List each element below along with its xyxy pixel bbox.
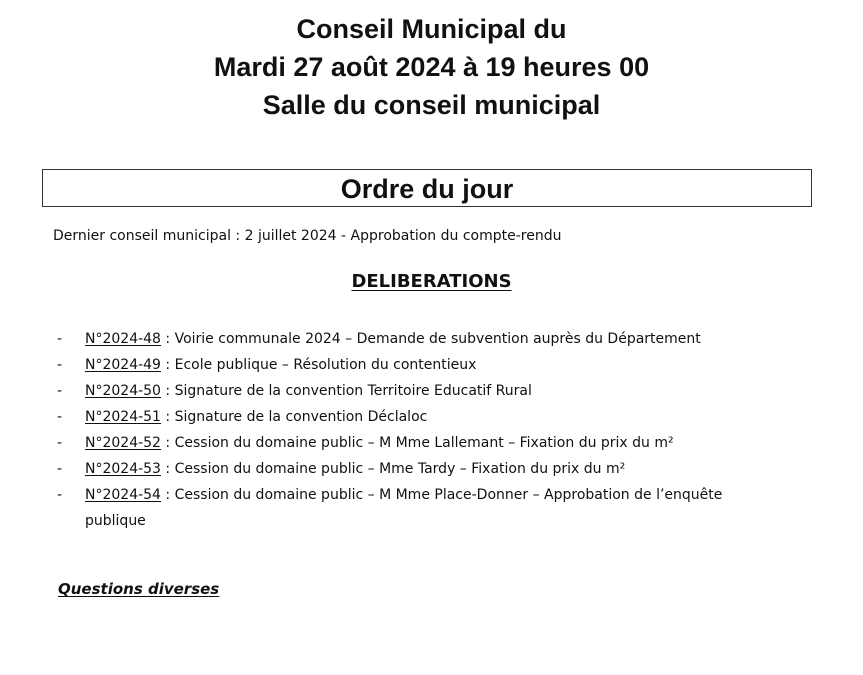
deliberation-number: N°2024-51 xyxy=(85,409,161,425)
deliberation-separator: : xyxy=(160,435,175,451)
deliberation-item xyxy=(57,404,787,430)
deliberation-text: Signature de la convention Déclaloc xyxy=(174,409,428,425)
bullet-dash: - xyxy=(57,409,63,425)
bullet-dash: - xyxy=(57,435,63,451)
agenda-title: Ordre du jour xyxy=(340,174,514,204)
document-header xyxy=(0,10,863,124)
deliberation-item xyxy=(57,456,787,482)
deliberation-number: N°2024-53 xyxy=(85,461,161,477)
deliberation-item xyxy=(57,378,787,404)
deliberation-number: N°2024-49 xyxy=(85,357,161,373)
deliberation-text: Ecole publique – Résolution du contentieux xyxy=(174,357,477,373)
deliberation-text: Cession du domaine public – M Mme Lallemant – Fixation du prix du m² xyxy=(174,435,674,451)
deliberation-number: N°2024-48 xyxy=(85,331,161,347)
last-council-note: Dernier conseil municipal : 2 juillet 2024 - Approbation du compte-rendu xyxy=(53,228,562,244)
bullet-dash: - xyxy=(57,383,63,399)
deliberation-item xyxy=(57,352,787,378)
deliberation-number: N°2024-54 xyxy=(85,487,161,503)
deliberation-number: N°2024-50 xyxy=(85,383,161,399)
deliberation-separator: : xyxy=(160,461,175,477)
agenda-title-box xyxy=(42,169,812,207)
deliberations-list xyxy=(57,326,787,534)
header-location: Salle du conseil municipal xyxy=(262,90,601,120)
deliberation-item xyxy=(57,482,787,534)
deliberation-text: Cession du domaine public – Mme Tardy – Fixation du prix du m² xyxy=(174,461,626,477)
bullet-dash: - xyxy=(57,357,63,373)
deliberation-number: N°2024-52 xyxy=(85,435,161,451)
deliberation-item xyxy=(57,430,787,456)
header-date: Mardi 27 août 2024 à 19 heures 00 xyxy=(213,52,650,82)
header-title: Conseil Municipal du xyxy=(296,14,567,44)
deliberations-title: DELIBERATIONS xyxy=(351,271,512,292)
deliberation-text: Voirie communale 2024 – Demande de subvention auprès du Département xyxy=(174,331,701,347)
bullet-dash: - xyxy=(57,487,63,503)
deliberation-separator: : xyxy=(160,409,175,425)
deliberation-item xyxy=(57,326,787,352)
deliberation-separator: : xyxy=(160,487,175,503)
deliberation-separator: : xyxy=(160,357,175,373)
deliberations-section xyxy=(0,271,863,292)
deliberation-text: Signature de la convention Territoire Educatif Rural xyxy=(174,383,532,399)
questions-diverses-heading: Questions diverses xyxy=(58,580,220,598)
deliberation-separator: : xyxy=(160,383,175,399)
deliberation-text: Cession du domaine public – M Mme Place-Donner – Approbation de l’enquête publique xyxy=(85,487,723,529)
bullet-dash: - xyxy=(57,331,63,347)
bullet-dash: - xyxy=(57,461,63,477)
deliberation-separator: : xyxy=(160,331,175,347)
